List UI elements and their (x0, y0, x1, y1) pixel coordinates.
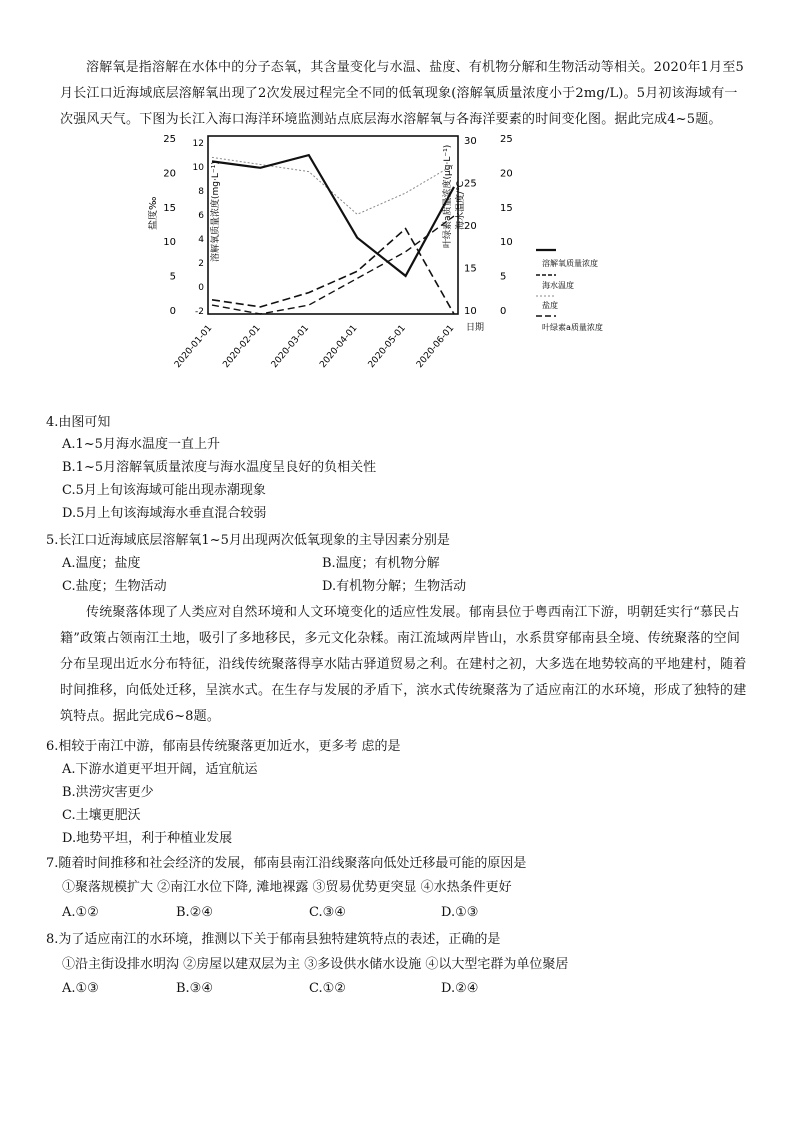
q7-option-a: A.①② (62, 905, 99, 920)
inner-tick-label: 2 (198, 259, 204, 269)
q7-number: 7. (46, 856, 59, 871)
x-tick-label: 2020-02-01 (221, 323, 263, 371)
inner-tick-label: 6 (198, 211, 204, 221)
inner-tick-label: 0 (198, 283, 204, 293)
q6-stem: 相较于南江中游，郁南县传统聚落更加近水，更多考 虑的是 (58, 739, 401, 754)
passage-traditional-settlement: 传统聚落体现了人类应对自然环境和人文环境变化的适应性发展。郁南县位于粤西南江下游，明朝廷实行“慕民占籍”政策占领南江土地，吸引了多地移民，多元文化杂糅。南江流域两岸皆山，水系贯穿郁南县全境、传统聚落的空间分布呈现出近水分布特征，沿线传统聚落得享水陆古驿道贸易之利。在建村之初，大多选在地势较高的平地建村，随着时间推移，向低处迁移，呈滨水式。在生存与发展的矛盾下，滨水式传统聚落为了适应南江的水环境，形成了独特的建筑特点。据此完成6~8题。 (60, 605, 747, 724)
passage-dissolved-oxygen: 溶解氧是指溶解在水体中的分子态氧，其含量变化与水温、盐度、有机物分解和生物活动等相关。2020年1月至5月长江口近海域底层溶解氧出现了2次发展过程完全不同的低氧现象(溶解氧质量浓度小于2mg/L)。5月初该海域有一次强风天气。下图为长江入海口海洋环境监测站点底层海水溶解氧与各海洋要素的时间变化图。据此完成4~5题。 (60, 60, 745, 127)
q4-option-d: D.5月上旬该海域海水垂直混合较弱 (62, 506, 267, 521)
right-axis-chlorophyll-label: 叶绿素a质量浓度(μg·L⁻¹) (443, 144, 453, 248)
oxygen-time-series-figure (148, 130, 678, 388)
right-tick-temp-label: 25 (464, 178, 477, 190)
question-5 (46, 530, 450, 552)
q8-stem: 为了适应南江的水环境，推测以下关于郁南县独特建筑特点的表述，正确的是 (58, 932, 501, 947)
x-tick-label: 2020-01-01 (173, 323, 215, 371)
q7-items: ①聚落规模扩大 ②南江水位下降, 滩地裸露 ③贸易优势更突显 ④水热条件更好 (62, 880, 512, 895)
q4-option-b: B.1~5月溶解氧质量浓度与海水温度呈良好的负相关性 (62, 460, 377, 475)
q4-option-c: C.5月上旬该海域可能出现赤潮现象 (62, 483, 266, 498)
q5-option-b: B.温度；有机物分解 (322, 556, 440, 571)
legend-label-salinity: 盐度 (542, 301, 558, 310)
q7-option-c: C.③④ (309, 905, 346, 920)
question-8 (46, 929, 500, 951)
right-tick-chl-label: 10 (500, 237, 513, 249)
q6-option-d: D.地势平坦，利于种植业发展 (62, 831, 233, 846)
right-tick-temp-label: 30 (464, 136, 477, 147)
right-ticks-chlorophyll (500, 134, 513, 317)
question-6 (46, 736, 401, 758)
left-tick-label: 5 (169, 271, 176, 283)
x-tick-label: 2020-05-01 (366, 323, 408, 371)
legend (536, 250, 603, 332)
legend-label-temp: 海水温度 (542, 281, 574, 290)
inner-tick-label: 10 (192, 163, 204, 173)
q8-option-b: B.③④ (176, 981, 213, 996)
chart-svg (148, 130, 678, 388)
q7-stem: 随着时间推移和社会经济的发展，郁南县南江沿线聚落向低处迁移最可能的原因是 (58, 856, 527, 871)
q4-stem: 由图可知 (58, 415, 111, 430)
x-tick-label: 2020-06-01 (415, 323, 457, 371)
q6-option-a: A.下游水道更平坦开阔，适宜航运 (62, 762, 258, 777)
series-dissolved-oxygen-line (212, 155, 454, 276)
q8-items: ①沿主街设排水明沟 ②房屋以建双层为主 ③多设供水储水设施 ④以大型宅群为单位聚居 (62, 957, 569, 972)
left-tick-label: 20 (163, 168, 176, 180)
x-tick-label: 2020-03-01 (269, 323, 312, 371)
right-tick-temp-label: 10 (464, 306, 477, 317)
legend-label-chl: 叶绿素a质量浓度 (542, 323, 603, 332)
q6-option-b: B.洪涝灾害更少 (62, 785, 154, 800)
left-tick-label: 15 (163, 202, 176, 214)
q4-option-a: A.1~5月海水温度一直上升 (62, 437, 220, 452)
series-temperature-line (212, 216, 454, 314)
inner-tick-label: -2 (195, 307, 204, 317)
q8-option-a: A.①③ (62, 981, 99, 996)
legend-label-do: 溶解氧质量浓度 (542, 259, 598, 268)
inner-tick-label: 12 (192, 139, 204, 149)
inner-axis-label: 溶解氧质量浓度(mg·L⁻¹) (211, 161, 221, 262)
q8-number: 8. (46, 932, 59, 947)
q7-option-b: B.②④ (176, 905, 213, 920)
right-tick-chl-label: 5 (500, 271, 507, 283)
q4-number: 4. (46, 415, 59, 430)
right-tick-chl-label: 0 (500, 306, 507, 317)
x-unit-label: 日期 (466, 323, 485, 333)
series-chlorophyll-line (212, 229, 454, 314)
right-tick-temp-label: 20 (464, 221, 477, 232)
q5-option-c: C.盐度；生物活动 (62, 579, 167, 594)
left-tick-label: 25 (163, 134, 176, 145)
q5-option-d: D.有机物分解；生物活动 (322, 579, 467, 594)
inner-tick-label: 4 (198, 235, 204, 245)
x-ticks (173, 324, 456, 371)
right-axis-temperature-label: 海水温度/℃ (456, 180, 466, 230)
q6-number: 6. (46, 739, 59, 754)
q7-option-d: D.①③ (441, 905, 479, 920)
q5-stem: 长江口近海域底层溶解氧1~5月出现两次低氧现象的主导因素分别是 (58, 533, 450, 548)
q8-option-d: D.②④ (441, 981, 479, 996)
right-tick-temp-label: 15 (464, 263, 477, 275)
q5-option-a: A.温度；盐度 (62, 556, 141, 571)
left-axis-label: 盐度‰ (148, 196, 159, 230)
left-ticks (163, 134, 176, 317)
q6-option-c: C.土壤更肥沃 (62, 808, 141, 823)
inner-tick-label: 8 (198, 187, 204, 197)
left-tick-label: 0 (169, 306, 176, 317)
question-7 (46, 853, 526, 875)
right-tick-chl-label: 20 (500, 168, 513, 180)
right-tick-chl-label: 25 (500, 134, 513, 145)
q5-number: 5. (46, 533, 59, 548)
right-tick-chl-label: 15 (500, 202, 513, 214)
left-tick-label: 10 (163, 237, 176, 249)
question-4 (46, 412, 110, 434)
x-tick-label: 2020-04-01 (318, 323, 360, 371)
inner-ticks (193, 139, 205, 317)
q8-option-c: C.①② (309, 981, 346, 996)
